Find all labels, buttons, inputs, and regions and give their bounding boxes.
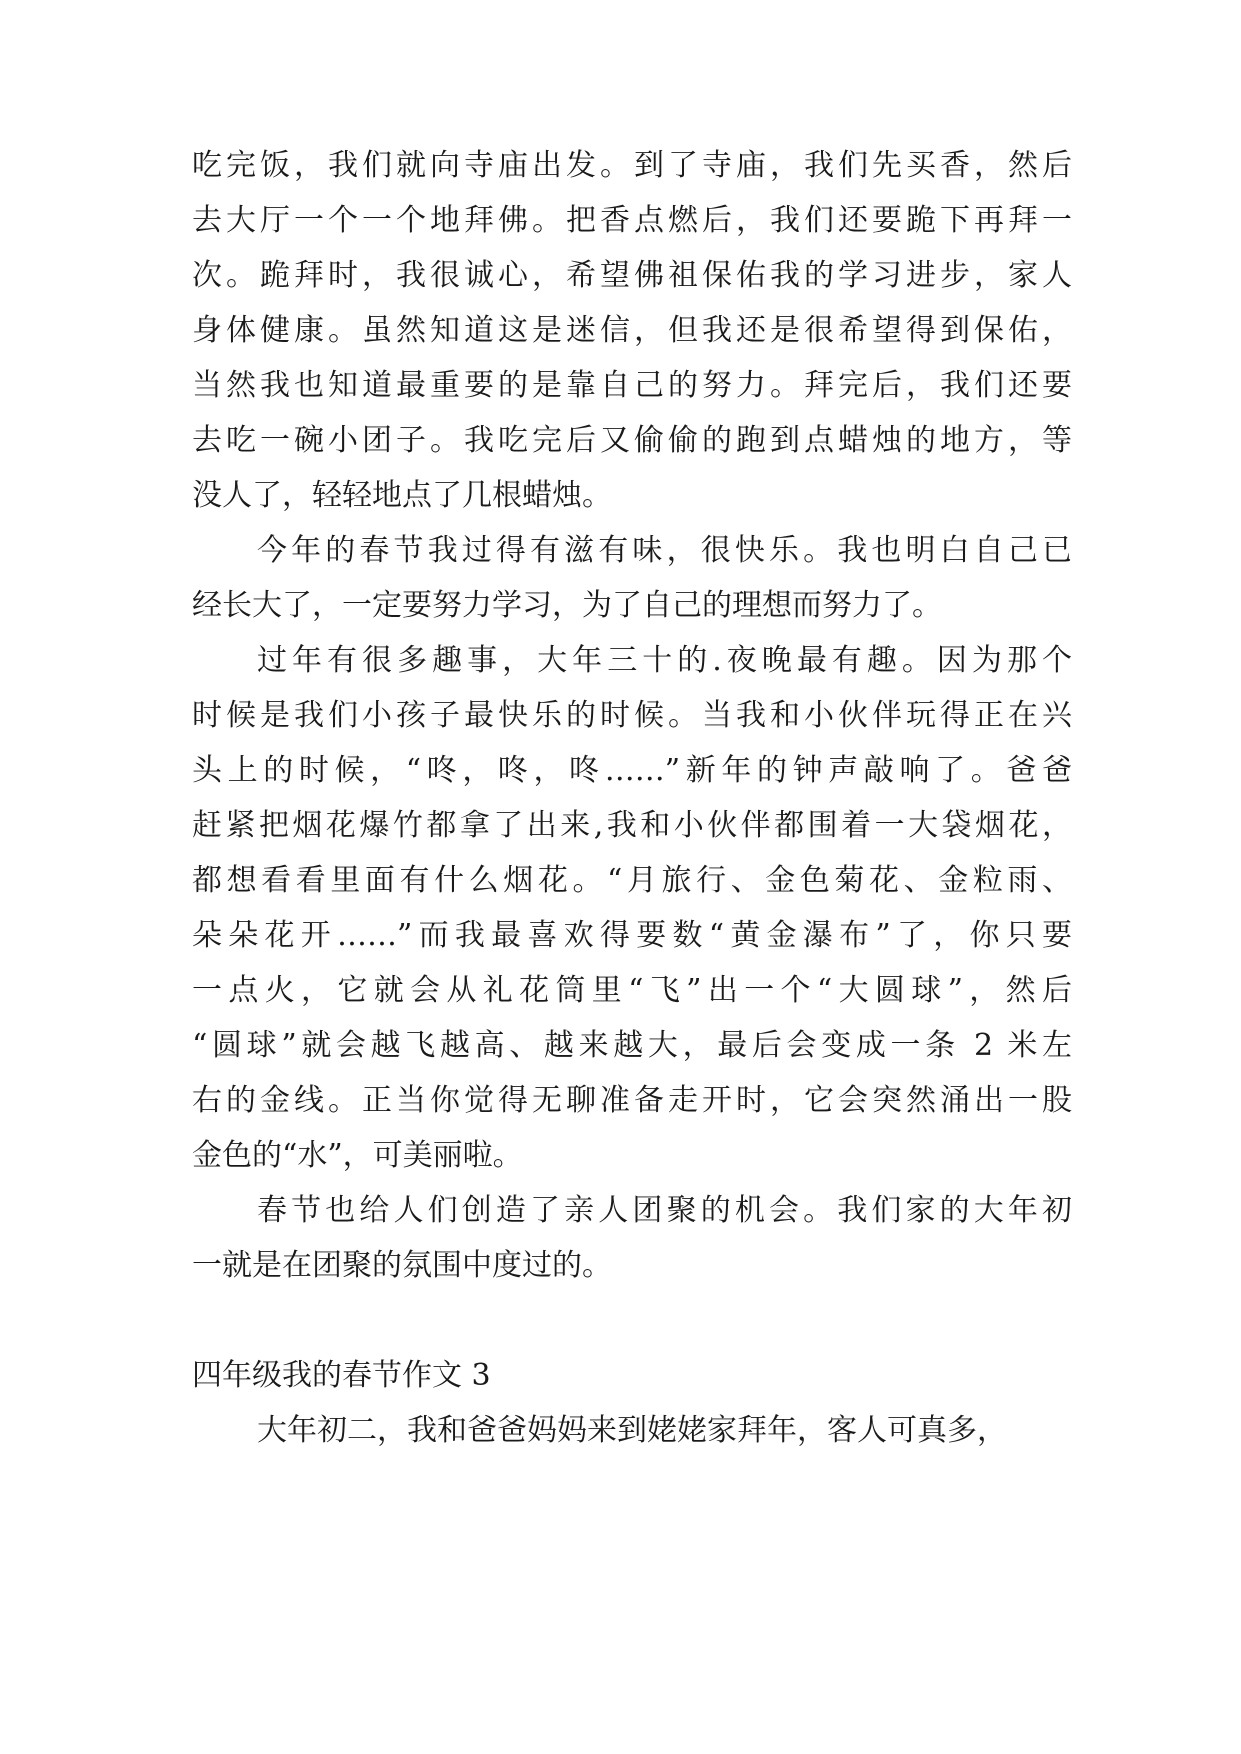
paragraph-line: 一点火，它就会从礼花筒里“飞”出一个“大圆球”，然后 (192, 973, 1072, 1008)
paragraph-line: 一就是在团聚的氛围中度过的。 (192, 1248, 612, 1283)
paragraph-line: 过年有很多趣事，大年三十的.夜晚最有趣。因为那个 (257, 643, 1072, 678)
paragraph-line: 当然我也知道最重要的是靠自己的努力。拜完后，我们还要 (192, 368, 1072, 403)
paragraph-line: 金色的“水”，可美丽啦。 (192, 1138, 523, 1173)
paragraph-line: 头上的时候，“咚，咚，咚……”新年的钟声敲响了。爸爸 (192, 753, 1072, 788)
paragraph-line: 今年的春节我过得有滋有味，很快乐。我也明白自己已 (257, 533, 1072, 568)
paragraph-line: 朵朵花开……”而我最喜欢得要数“黄金瀑布”了，你只要 (192, 918, 1072, 953)
paragraph-line: 去大厅一个一个地拜佛。把香点燃后，我们还要跪下再拜一 (192, 203, 1072, 238)
paragraph-line: 时候是我们小孩子最快乐的时候。当我和小伙伴玩得正在兴 (192, 698, 1072, 733)
paragraph-line: 吃完饭，我们就向寺庙出发。到了寺庙，我们先买香，然后 (192, 148, 1072, 183)
paragraph-line: 大年初二，我和爸爸妈妈来到姥姥家拜年，客人可真多， (257, 1413, 1007, 1448)
paragraph-line: “圆球”就会越飞越高、越来越大，最后会变成一条 2 米左 (192, 1028, 1072, 1063)
paragraph-line: 次。跪拜时，我很诚心，希望佛祖保佑我的学习进步，家人 (192, 258, 1072, 293)
paragraph-line: 右的金线。正当你觉得无聊准备走开时，它会突然涌出一股 (192, 1083, 1072, 1118)
paragraph-line: 赶紧把烟花爆竹都拿了出来,我和小伙伴都围着一大袋烟花， (192, 808, 1072, 843)
section-heading: 四年级我的春节作文 3 (192, 1358, 491, 1393)
paragraph-line: 身体健康。虽然知道这是迷信，但我还是很希望得到保佑， (192, 313, 1072, 348)
paragraph-line: 春节也给人们创造了亲人团聚的机会。我们家的大年初 (257, 1193, 1072, 1228)
paragraph-line: 都想看看里面有什么烟花。“月旅行、金色菊花、金粒雨、 (192, 863, 1072, 898)
paragraph-line: 去吃一碗小团子。我吃完后又偷偷的跑到点蜡烛的地方，等 (192, 423, 1072, 458)
paragraph-line: 经长大了，一定要努力学习，为了自己的理想而努力了。 (192, 588, 942, 623)
paragraph-line: 没人了，轻轻地点了几根蜡烛。 (192, 478, 612, 513)
